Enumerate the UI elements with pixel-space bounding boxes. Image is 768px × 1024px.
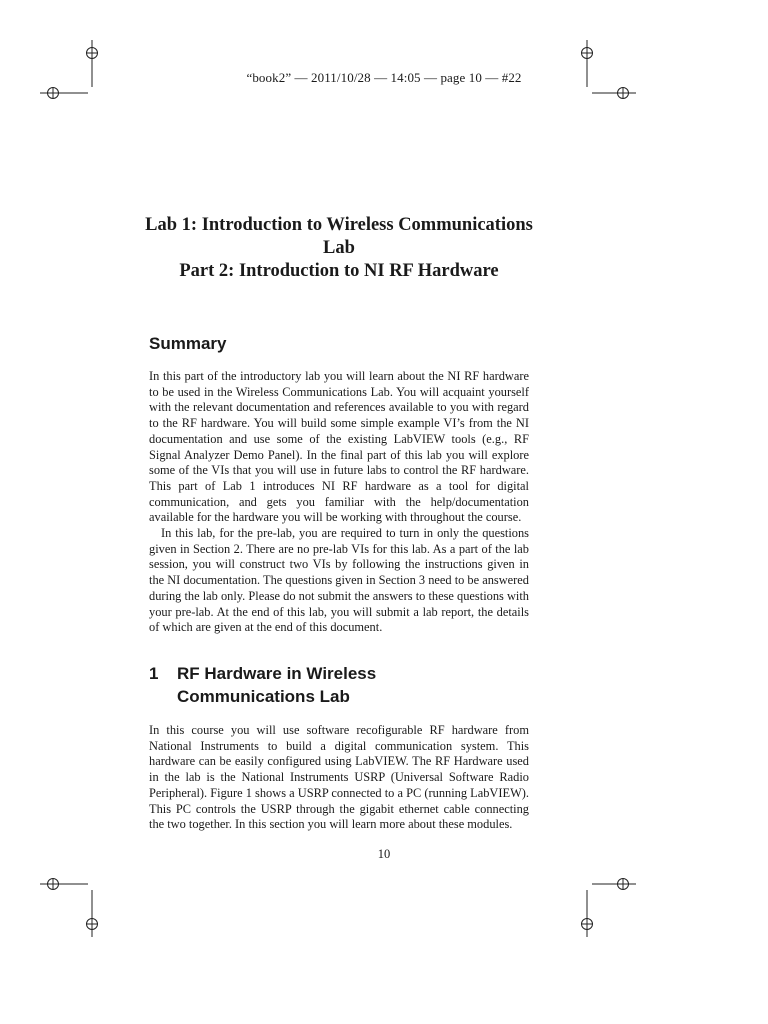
section-1-paragraph: In this course you will use software recofigurable RF hardware from National Instruments to build a digital communication system. This hardware can be easily configured using LabVIEW. The RF Hardware used in the lab is the National Instruments USRP (Universal Software Radio Peripheral). Figure 1 shows a USRP connected to a PC (running LabVIEW). This PC controls the USRP through the gigabit ethernet cable connecting the two together. In this section you will learn more about these modules. — [149, 723, 529, 832]
crop-mark-bottom-left — [40, 879, 98, 938]
summary-paragraph-2: In this lab, for the pre-lab, you are required to turn in only the questions given in Section 2. There are no pre-lab VIs for this lab. As a part of the lab session, you will construct two VIs by following the instructions given in the NI documentation. The questions given in Section 3 need to be answered during the lab only. Please do not submit the answers to these questions with your pre-lab. At the end of this lab, you will submit a lab report, the details of which are given at the end of this document. — [149, 526, 530, 635]
document-title — [120, 214, 558, 283]
section-1-title — [177, 662, 477, 708]
summary-heading: Summary — [149, 334, 227, 353]
section-1-number: 1 — [149, 664, 159, 683]
page-number: 10 — [377, 847, 391, 861]
summary-paragraph-1: In this part of the introductory lab you will learn about the NI RF hardware to be used in the Wireless Communications Lab. You will acquaint yourself with the relevant documentation and references available to you with regard to the RF hardware. You will build some simple example VI’s from the NI documentation and use some of the existing LabVIEW tools (e.g., RF Signal Analyzer Demo Panel). In the final part of this lab you will explore some of the VIs that you will use in future labs to control the RF hardware. This part of Lab 1 introduces NI RF hardware as a tool for digital communication, and gets you familiar with the help/documentation available for the hardware you will be working with throughout the course. — [149, 369, 529, 525]
title-line-3: Part 2: Introduction to NI RF Hardware — [179, 261, 499, 281]
title-line-2: Lab — [323, 238, 355, 258]
title-line-1: Lab 1: Introduction to Wireless Communications — [145, 215, 533, 235]
crop-mark-bottom-right — [582, 879, 637, 938]
section-1-title-line-2: Communications Lab — [177, 687, 350, 706]
section-1-title-line-1: RF Hardware in Wireless — [177, 664, 377, 683]
running-head: “book2” — 2011/10/28 — 14:05 — page 10 — #22 — [246, 70, 522, 85]
